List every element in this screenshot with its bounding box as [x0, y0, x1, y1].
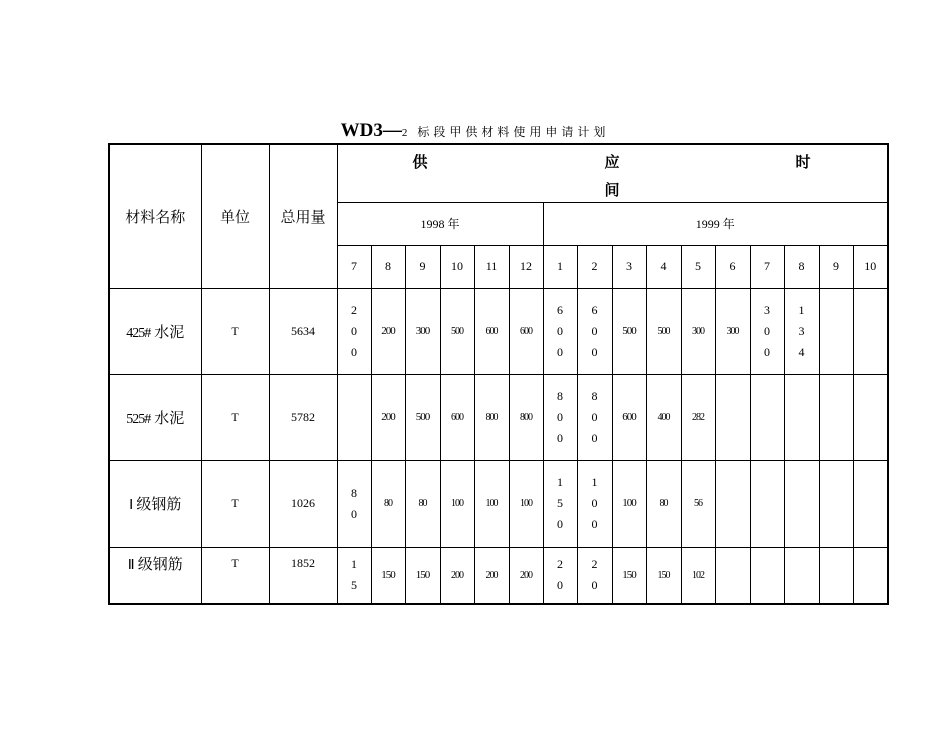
value-text: 300	[764, 302, 770, 359]
month-1999-3: 3	[612, 245, 646, 288]
value-cell	[440, 374, 474, 460]
total-cell: 5634	[269, 288, 337, 374]
value-cell	[750, 288, 784, 374]
value-cell	[715, 374, 750, 460]
value-text: 800	[520, 411, 532, 423]
unit-cell: T	[201, 460, 269, 547]
value-cell	[474, 460, 509, 547]
month-1999-8: 8	[784, 245, 819, 288]
value-cell	[371, 547, 405, 604]
value-text: 150	[381, 568, 395, 581]
header-year-1998: 1998 年	[337, 202, 543, 245]
header-supply-time	[337, 144, 888, 202]
supply-char-2: 应	[604, 153, 620, 171]
unit-cell: T	[201, 288, 269, 374]
month-1998-11: 11	[474, 245, 509, 288]
header-unit: 单位	[201, 144, 269, 288]
value-cell	[440, 547, 474, 604]
value-cell	[337, 288, 371, 374]
month-1999-9: 9	[819, 245, 853, 288]
value-text: 134	[798, 302, 805, 359]
material-grade: 525#	[126, 411, 151, 427]
value-cell	[853, 460, 888, 547]
value-cell	[715, 288, 750, 374]
value-cell	[577, 374, 612, 460]
value-cell	[405, 460, 440, 547]
title-text: 标段甲供材料使用申请计划	[417, 125, 610, 139]
value-text: 56	[694, 498, 702, 509]
value-cell	[337, 460, 371, 547]
material-name: 水泥	[154, 408, 185, 427]
value-cell	[681, 288, 715, 374]
value-text: 100	[485, 498, 498, 509]
value-text: 500	[451, 325, 463, 337]
value-cell	[371, 288, 405, 374]
value-cell	[440, 460, 474, 547]
value-cell	[509, 547, 543, 604]
value-cell	[509, 288, 543, 374]
value-cell	[750, 460, 784, 547]
value-cell	[543, 374, 577, 460]
supply-char-4: 间	[604, 181, 620, 199]
value-cell	[853, 547, 888, 604]
value-text: 600	[557, 302, 563, 359]
value-text: 300	[415, 324, 430, 337]
value-cell	[819, 374, 853, 460]
value-cell	[681, 547, 715, 604]
value-cell	[405, 288, 440, 374]
value-text: 150	[657, 569, 670, 581]
value-text: 500	[622, 324, 636, 337]
value-cell	[819, 460, 853, 547]
value-cell	[509, 374, 543, 460]
value-cell	[612, 374, 646, 460]
value-cell	[750, 374, 784, 460]
value-cell	[853, 374, 888, 460]
value-text: 150	[622, 568, 636, 581]
value-text: 600	[591, 302, 598, 359]
value-text: 300	[692, 325, 704, 337]
material-name: 级钢筋	[137, 554, 183, 573]
value-text: 400	[657, 411, 670, 423]
value-cell	[371, 374, 405, 460]
value-cell	[405, 374, 440, 460]
header-material: 材料名称	[109, 144, 201, 288]
value-cell	[612, 460, 646, 547]
month-1998-8: 8	[371, 245, 405, 288]
value-cell	[543, 547, 577, 604]
header-year-1999: 1999 年	[543, 202, 888, 245]
title-number: 2	[401, 127, 408, 139]
total-cell: 1852	[269, 547, 337, 604]
value-cell	[646, 460, 681, 547]
table-row	[109, 547, 888, 604]
value-text: 20	[591, 557, 598, 593]
value-cell	[715, 547, 750, 604]
value-cell	[784, 374, 819, 460]
value-cell	[784, 460, 819, 547]
value-cell	[784, 547, 819, 604]
month-1998-7: 7	[337, 245, 371, 288]
month-1999-7: 7	[750, 245, 784, 288]
value-text: 80	[418, 498, 427, 509]
material-grade: Ⅱ	[127, 557, 134, 573]
value-text: 600	[520, 325, 532, 337]
value-text: 100	[591, 475, 598, 531]
value-text: 100	[520, 498, 532, 509]
value-text: 200	[351, 302, 357, 359]
value-cell	[750, 547, 784, 604]
value-text: 200	[381, 324, 395, 337]
month-1999-1: 1	[543, 245, 577, 288]
value-text: 500	[657, 325, 670, 337]
table-row	[109, 288, 888, 374]
value-cell	[474, 288, 509, 374]
value-cell	[819, 547, 853, 604]
value-cell	[337, 374, 371, 460]
value-cell	[715, 460, 750, 547]
document-title	[0, 120, 950, 142]
value-cell	[474, 374, 509, 460]
value-text: 102	[692, 569, 704, 581]
value-cell	[646, 288, 681, 374]
header-total: 总用量	[269, 144, 337, 288]
value-cell	[853, 288, 888, 374]
value-cell	[819, 288, 853, 374]
material-grade: Ⅰ	[129, 498, 133, 513]
value-text: 100	[622, 497, 636, 509]
value-cell	[509, 460, 543, 547]
value-cell	[612, 288, 646, 374]
material-name-cell	[109, 460, 201, 547]
value-text: 15	[351, 557, 357, 593]
value-text: 150	[415, 568, 430, 581]
value-cell	[681, 460, 715, 547]
value-text: 800	[557, 388, 563, 445]
value-cell	[371, 460, 405, 547]
month-1999-6: 6	[715, 245, 750, 288]
supply-char-1: 供	[412, 153, 428, 171]
value-text: 200	[451, 569, 463, 581]
value-cell	[337, 547, 371, 604]
material-name: 级钢筋	[136, 495, 182, 513]
material-name: 水泥	[154, 322, 185, 341]
value-text: 800	[485, 411, 498, 423]
value-text: 200	[485, 569, 498, 581]
value-text: 80	[659, 498, 668, 509]
value-cell	[612, 547, 646, 604]
month-1998-9: 9	[405, 245, 440, 288]
value-text: 282	[692, 411, 704, 423]
total-cell: 5782	[269, 374, 337, 460]
value-cell	[577, 547, 612, 604]
value-text: 600	[451, 411, 463, 423]
value-cell	[681, 374, 715, 460]
material-grade: 425#	[126, 325, 151, 341]
unit-cell: T	[201, 374, 269, 460]
month-1999-5: 5	[681, 245, 715, 288]
value-cell	[577, 288, 612, 374]
value-cell	[474, 547, 509, 604]
value-cell	[543, 460, 577, 547]
value-text: 150	[557, 475, 563, 531]
material-name-cell	[109, 547, 201, 604]
value-cell	[405, 547, 440, 604]
title-code: WD3—	[340, 120, 402, 141]
table-row	[109, 460, 888, 547]
value-text: 600	[622, 410, 636, 423]
value-cell	[577, 460, 612, 547]
value-text: 600	[485, 325, 498, 337]
value-cell	[784, 288, 819, 374]
month-1998-10: 10	[440, 245, 474, 288]
material-plan-table	[108, 143, 889, 605]
value-cell	[440, 288, 474, 374]
value-text: 100	[451, 498, 463, 509]
supply-char-3: 时	[795, 153, 811, 171]
table-row	[109, 374, 888, 460]
month-1999-2: 2	[577, 245, 612, 288]
value-text: 800	[591, 388, 598, 445]
material-name-cell	[109, 288, 201, 374]
unit-cell: T	[201, 547, 269, 604]
month-1998-12: 12	[509, 245, 543, 288]
material-name-cell	[109, 374, 201, 460]
value-text: 80	[351, 485, 357, 521]
value-cell	[646, 547, 681, 604]
value-text: 200	[381, 410, 395, 423]
value-cell	[543, 288, 577, 374]
value-cell	[646, 374, 681, 460]
value-text: 300	[726, 325, 739, 337]
month-1999-10: 10	[853, 245, 888, 288]
value-text: 500	[415, 410, 430, 423]
value-text: 80	[384, 498, 392, 509]
month-1999-4: 4	[646, 245, 681, 288]
value-text: 200	[520, 569, 532, 581]
value-text: 20	[557, 557, 563, 593]
total-cell: 1026	[269, 460, 337, 547]
